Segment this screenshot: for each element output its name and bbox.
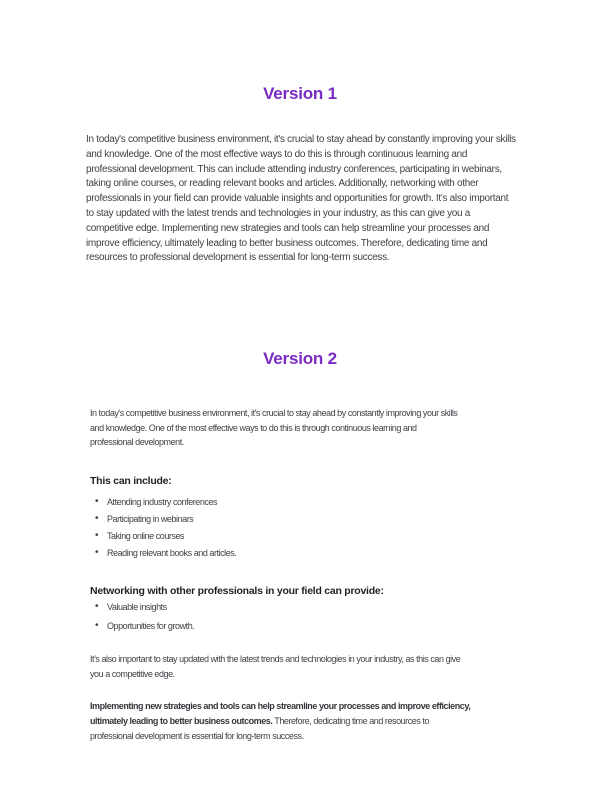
- networking-section-heading: Networking with other professionals in your field can provide:: [90, 585, 384, 597]
- list-item-text: Reading relevant books and articles.: [107, 548, 237, 558]
- bullet-icon: •: [95, 547, 99, 558]
- list-item-text: Taking online courses: [107, 531, 185, 541]
- networking-list: [95, 601, 194, 639]
- list-item: [95, 601, 194, 613]
- list-item: [95, 496, 236, 508]
- list-item-text: Attending industry conferences: [107, 497, 218, 507]
- closing-paragraph: [90, 699, 472, 744]
- closing-paragraph-bold: Implementing new strategies and tools can help streamline your processes and improve efficiency, ultimately leading to better business outcomes.: [90, 701, 471, 726]
- bullet-icon: •: [95, 496, 99, 507]
- version1-paragraph: In today's competitive business environment, it's crucial to stay ahead by constantly improving your skills and knowledge. One of the most effective ways to do this is through continuous learning and professional development. This can include attending industry conferences, participating in webinars, taking online courses, or reading relevant books and articles. Additionally, networking with other professionals in your field can provide valuable insights and opportunities for growth. It's also important to stay updated with the latest trends and technologies in your industry, as this can give you a competitive edge. Implementing new strategies and tools can help streamline your processes and improve efficiency, ultimately leading to better business outcomes. Therefore, dedicating time and resources to professional development is essential for long-term success.: [86, 134, 516, 264]
- list-item: [95, 530, 236, 542]
- version2-intro-paragraph: In today's competitive business environment, it's crucial to stay ahead by constantly improving your skills and knowledge. One of the most effective ways to do this is through continuous learning and professional development.: [90, 408, 458, 447]
- version2-title: Version 2: [263, 349, 337, 368]
- list-item-text: Valuable insights: [107, 602, 167, 612]
- list-item-text: Participating in webinars: [107, 514, 194, 524]
- bullet-icon: •: [95, 620, 99, 631]
- bullet-icon: •: [95, 513, 99, 524]
- version1-title: Version 1: [263, 84, 337, 103]
- list-item: [95, 513, 236, 525]
- include-section-heading: This can include:: [90, 475, 172, 487]
- include-list: [95, 496, 236, 564]
- bullet-icon: •: [95, 601, 99, 612]
- trends-paragraph: It's also important to stay updated with the latest trends and technologies in your industry, as this can give you a competitive edge.: [90, 654, 461, 679]
- bullet-icon: •: [95, 530, 99, 541]
- list-item-text: Opportunities for growth.: [107, 621, 195, 631]
- list-item: [95, 620, 194, 632]
- list-item: [95, 547, 236, 559]
- closing-paragraph-regular: Therefore, dedicating time and resources to professional development is essential for long-term success.: [90, 716, 430, 741]
